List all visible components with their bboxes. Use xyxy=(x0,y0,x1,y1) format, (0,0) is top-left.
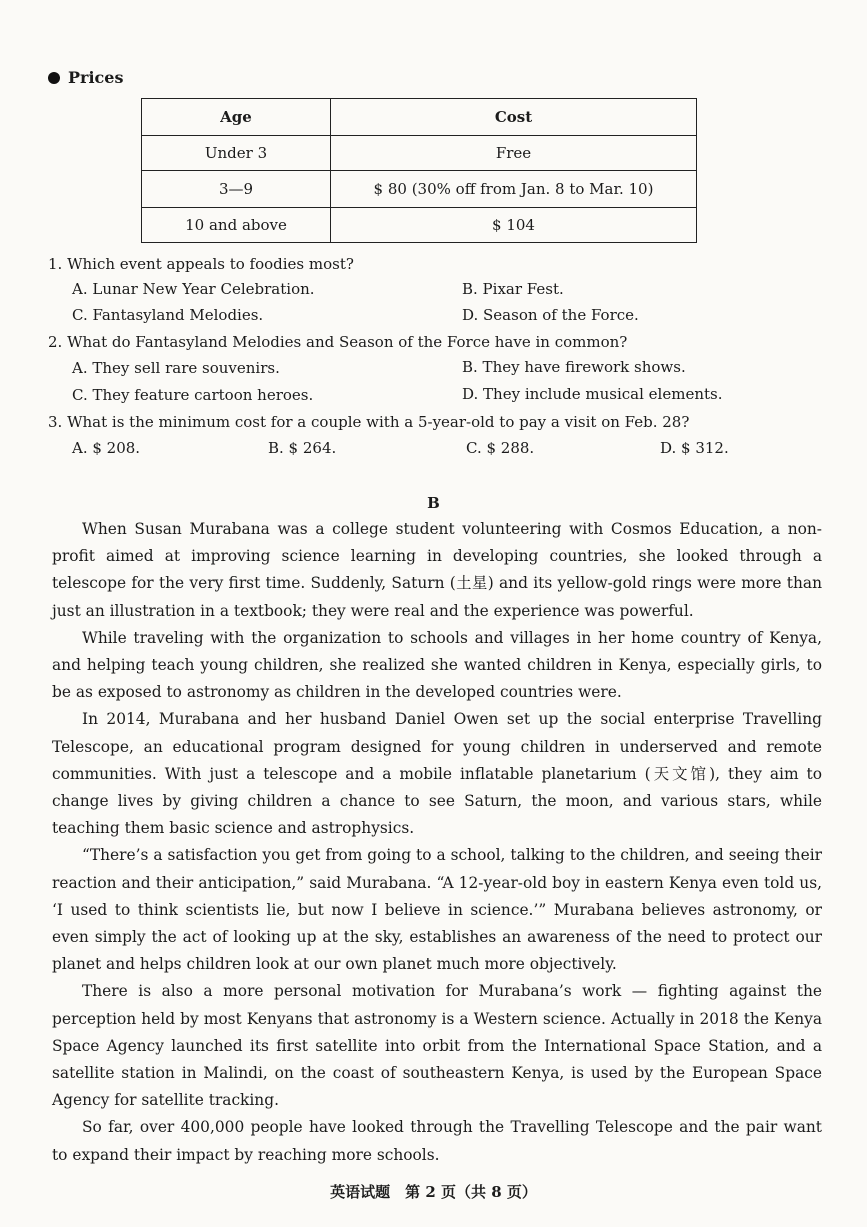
option-1b: B. Pixar Fest. xyxy=(462,280,564,298)
cell-cost: $ 104 xyxy=(331,208,697,243)
option-3a: A. $ 208. xyxy=(72,439,141,457)
option-1a: A. Lunar New Year Celebration. xyxy=(72,280,315,298)
prices-heading xyxy=(48,68,123,87)
table-row xyxy=(142,208,697,243)
table-row xyxy=(142,171,697,208)
option-2d: D. They include musical elements. xyxy=(462,385,723,403)
section-title: B xyxy=(427,494,440,512)
page-footer: 英语试题 第 2 页（共 8 页） xyxy=(330,1183,537,1201)
question-3 xyxy=(48,413,689,431)
option-2a: A. They sell rare souvenirs. xyxy=(72,359,280,377)
question-text: What do Fantasyland Melodies and Season of the Force have in common? xyxy=(67,333,628,351)
paragraph: While traveling with the organization to schools and villages in her home country of Kenya, and helping teach young children, she realized she wanted children in Kenya, especially girls, to be as exposed to astronomy as children in the developed countries were. xyxy=(52,628,822,702)
cell-cost: $ 80 (30% off from Jan. 8 to Mar. 10) xyxy=(331,171,697,208)
cell-age: 10 and above xyxy=(142,208,331,243)
question-2 xyxy=(48,333,627,351)
passage-b xyxy=(52,516,822,1169)
question-text: What is the minimum cost for a couple with a 5-year-old to pay a visit on Feb. 28? xyxy=(67,413,690,431)
option-2b: B. They have firework shows. xyxy=(462,358,686,376)
paragraph: When Susan Murabana was a college student volunteering with Cosmos Education, a non-profit aimed at improving science learning in developing countries, she looked through a telescope for the very first time. Suddenly, Saturn (土星) and its yellow-gold rings were more than just an illustration in a textbook; they were real and the experience was powerful. xyxy=(52,520,822,620)
question-number: 2. xyxy=(48,333,63,351)
question-number: 1. xyxy=(48,255,63,273)
question-number: 3. xyxy=(48,413,63,431)
option-3d: D. $ 312. xyxy=(660,439,729,457)
paragraph: So far, over 400,000 people have looked through the Travelling Telescope and the pair want to expand their impact by reaching more schools. xyxy=(52,1118,822,1164)
question-1 xyxy=(48,255,354,273)
cell-age: Under 3 xyxy=(142,136,331,171)
question-text: Which event appeals to foodies most? xyxy=(67,255,354,273)
table-header-row xyxy=(142,99,697,136)
header-age: Age xyxy=(142,99,331,136)
cell-age: 3—9 xyxy=(142,171,331,208)
option-3c: C. $ 288. xyxy=(466,439,535,457)
option-3b: B. $ 264. xyxy=(268,439,337,457)
header-cost: Cost xyxy=(331,99,697,136)
option-1c: C. Fantasyland Melodies. xyxy=(72,306,264,324)
bullet-icon xyxy=(48,72,60,84)
option-1d: D. Season of the Force. xyxy=(462,306,639,324)
paragraph: In 2014, Murabana and her husband Daniel Owen set up the social enterprise Travelling Telescope, an educational program designed for young children in underserved and remote communities. With just a telescope and a mobile inflatable planetarium (天文馆), they aim to change lives by giving children a chance to see Saturn, the moon, and various stars, while teaching them basic science and astrophysics. xyxy=(52,710,822,838)
paragraph: “There’s a satisfaction you get from going to a school, talking to the children, and seeing their reaction and their anticipation,” said Murabana. “A 12-year-old boy in eastern Kenya even told us, ‘I used to think scientists lie, but now I believe in science.’” Murabana believes astronomy, or even simply the act of looking up at the sky, establishes an awareness of the need to protect our planet and helps children look at our own planet much more objectively. xyxy=(52,846,822,974)
option-2c: C. They feature cartoon heroes. xyxy=(72,386,314,404)
prices-table xyxy=(141,98,697,243)
cell-cost: Free xyxy=(331,136,697,171)
prices-heading-text: Prices xyxy=(68,68,124,87)
paragraph: There is also a more personal motivation for Murabana’s work — fighting against the perception held by most Kenyans that astronomy is a Western science. Actually in 2018 the Kenya Space Agency launched its first satellite into orbit from the International Space Station, and a satellite station in Malindi, on the coast of southeastern Kenya, is used by the European Space Agency for satellite tracking. xyxy=(52,982,822,1110)
table-row xyxy=(142,136,697,171)
